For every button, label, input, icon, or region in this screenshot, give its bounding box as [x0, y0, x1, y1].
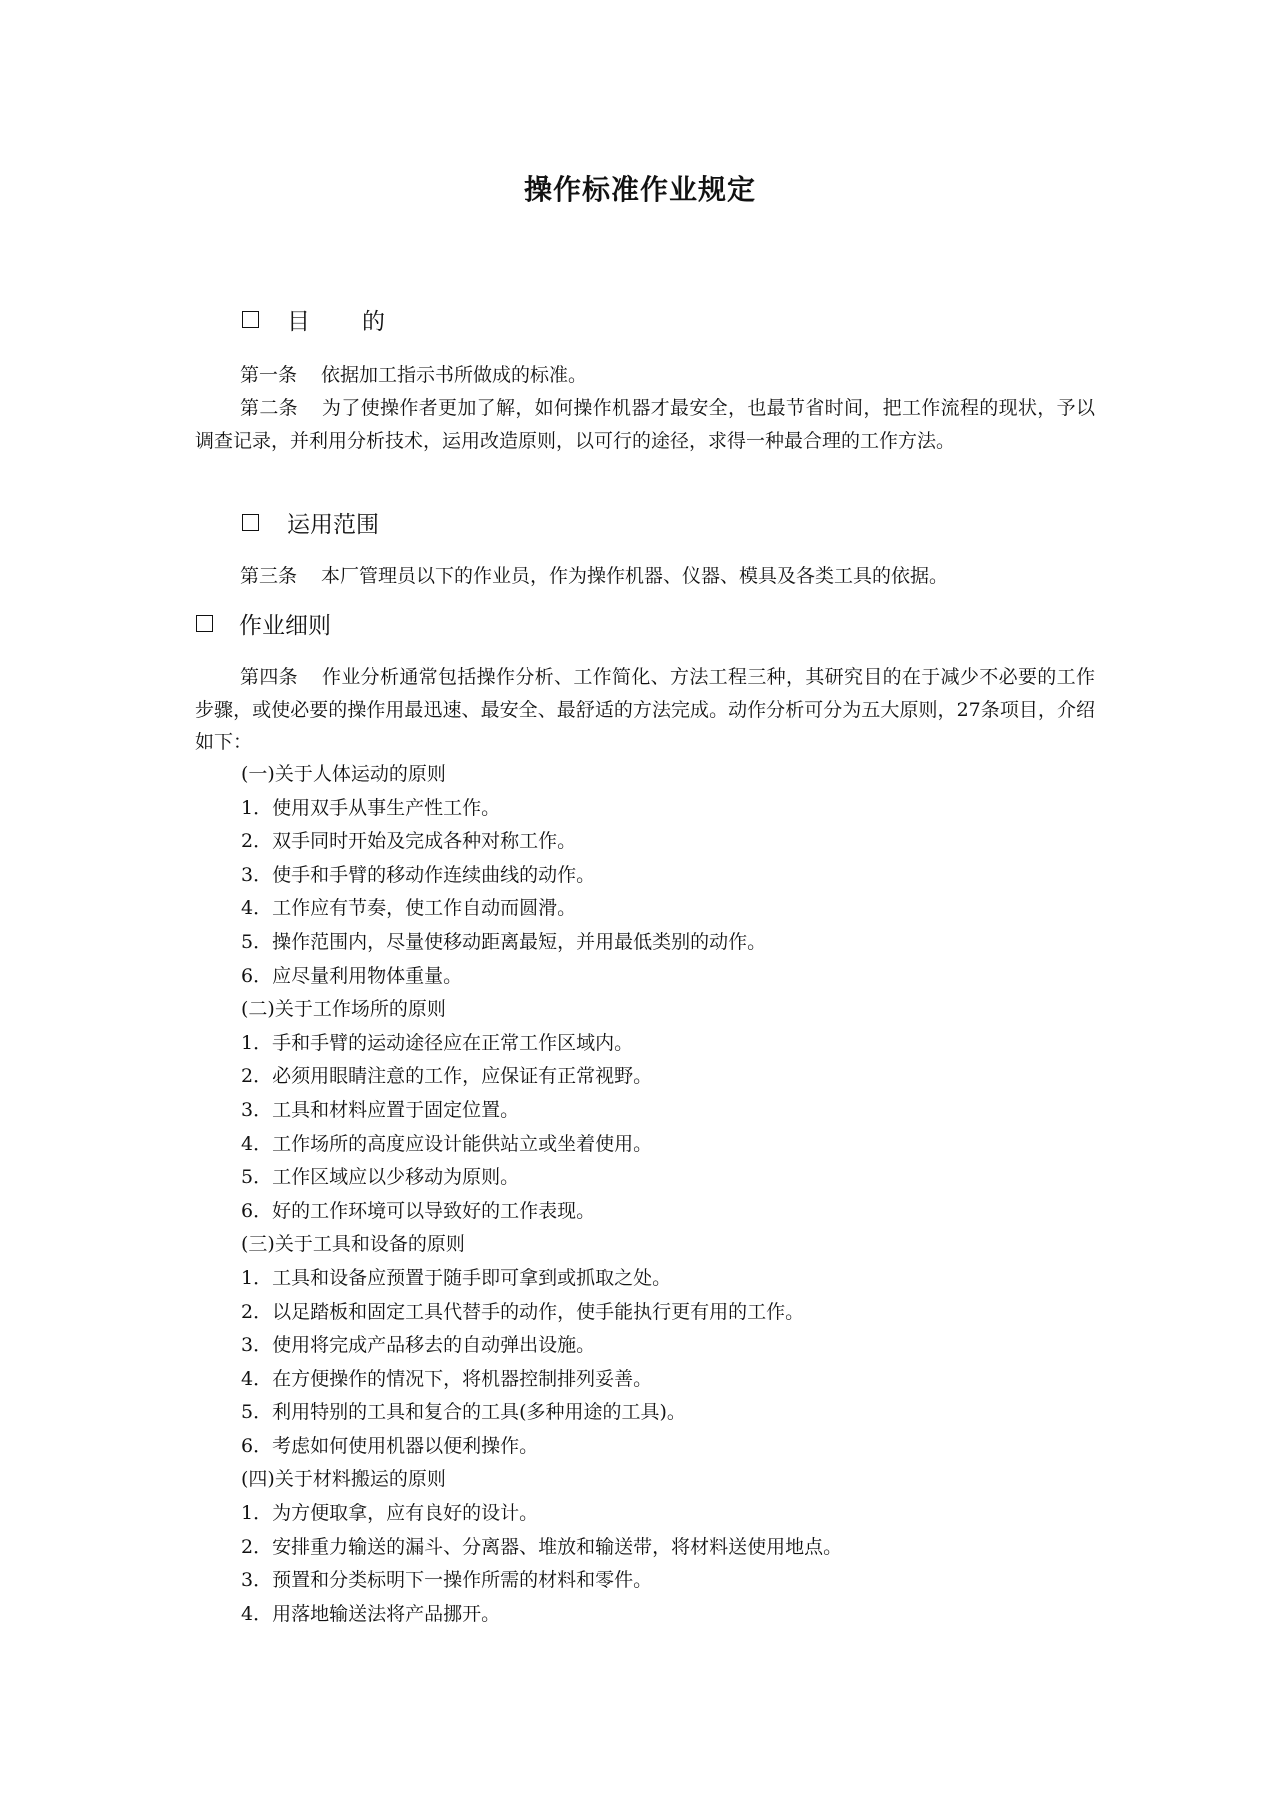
- list-item: 1．使用双手从事生产性工作。: [241, 796, 501, 819]
- list-item: (三)关于工具和设备的原则: [241, 1233, 465, 1256]
- list-item: 6．考虑如何使用机器以便利操作。: [241, 1434, 539, 1457]
- list-item: 5．工作区域应以少移动为原则。: [241, 1166, 520, 1189]
- article-3: [195, 560, 1095, 593]
- section-heading-scope: [242, 506, 379, 539]
- section-heading-purpose: [242, 303, 385, 336]
- article-1: [195, 359, 1095, 392]
- list-item: (一)关于人体运动的原则: [241, 763, 446, 785]
- list-item: (二)关于工作场所的原则: [241, 998, 446, 1021]
- section-heading-detail-label: 作业细则: [239, 613, 331, 639]
- list-item: 5．操作范围内，尽量使移动距离最短，并用最低类别的动作。: [241, 930, 767, 953]
- article-text: 为了使操作者更加了解，如何操作机器才最安全，也最节省时间，把工作流程的现状，予以调查记录，并利用分析技术，运用改造原则，以可行的途径，求得一种最合理的工作方法。: [195, 397, 1095, 452]
- section-heading-scope-label: 运用范围: [287, 512, 379, 538]
- list-item: 1．为方便取拿，应有良好的设计。: [241, 1502, 539, 1525]
- article-text: 依据加工指示书所做成的标准。: [321, 364, 588, 386]
- list-item: 4．工作应有节奏，使工作自动而圆滑。: [241, 897, 577, 920]
- list-item: 2．以足踏板和固定工具代替手的动作，使手能执行更有用的工作。: [241, 1300, 805, 1323]
- list-item: 2．双手同时开始及完成各种对称工作。: [241, 830, 577, 853]
- list-item: 3．工具和材料应置于固定位置。: [241, 1098, 520, 1121]
- list-item: 4．工作场所的高度应设计能供站立或坐着使用。: [241, 1132, 653, 1155]
- list-item: 2．安排重力输送的漏斗、分离器、堆放和输送带，将材料送使用地点。: [241, 1535, 843, 1558]
- list-item: 4．在方便操作的情况下，将机器控制排列妥善。: [241, 1367, 653, 1390]
- article-label: 第四条: [240, 666, 298, 688]
- list-item: 3．使手和手臂的移动作连续曲线的动作。: [241, 863, 596, 886]
- list-item: 1．工具和设备应预置于随手即可拿到或抓取之处。: [241, 1266, 672, 1289]
- list-item: 5．利用特别的工具和复合的工具(多种用途的工具)。: [241, 1401, 686, 1424]
- list-item: 6．应尽量利用物体重量。: [241, 964, 463, 987]
- checkbox-icon: [242, 514, 259, 531]
- checkbox-icon: [196, 615, 213, 632]
- article-label: 第三条: [240, 565, 298, 587]
- article-4: [195, 661, 1095, 759]
- list-item: 2．必须用眼睛注意的工作，应保证有正常视野。: [241, 1065, 653, 1088]
- list-item: (四)关于材料搬运的原则: [241, 1468, 446, 1491]
- page-title: 操作标准作业规定: [523, 173, 756, 206]
- article-label: 第一条: [240, 364, 298, 386]
- principles-list: [241, 758, 842, 1631]
- section-heading-detail: [196, 607, 331, 640]
- list-item: 3．预置和分类标明下一操作所需的材料和零件。: [241, 1569, 653, 1592]
- article-2: [195, 392, 1095, 457]
- article-text: 本厂管理员以下的作业员，作为操作机器、仪器、模具及各类工具的依据。: [321, 565, 949, 587]
- list-item: 6．好的工作环境可以导致好的工作表现。: [241, 1199, 596, 1222]
- checkbox-icon: [242, 311, 259, 328]
- list-item: 4．用落地输送法将产品挪开。: [241, 1602, 501, 1625]
- section-heading-purpose-char-1: 目: [287, 309, 310, 335]
- article-label: 第二条: [240, 397, 298, 419]
- list-item: 3．使用将完成产品移去的自动弹出设施。: [241, 1334, 596, 1357]
- list-item: 1．手和手臂的运动途径应在正常工作区域内。: [241, 1031, 634, 1054]
- article-text: 作业分析通常包括操作分析、工作简化、方法工程三种，其研究目的在于减少不必要的工作步骤，或使必要的操作用最迅速、最安全、最舒适的方法完成。动作分析可分为五大原则，27条项目，介绍如下：: [195, 666, 1095, 753]
- section-heading-purpose-char-2: 的: [362, 309, 385, 335]
